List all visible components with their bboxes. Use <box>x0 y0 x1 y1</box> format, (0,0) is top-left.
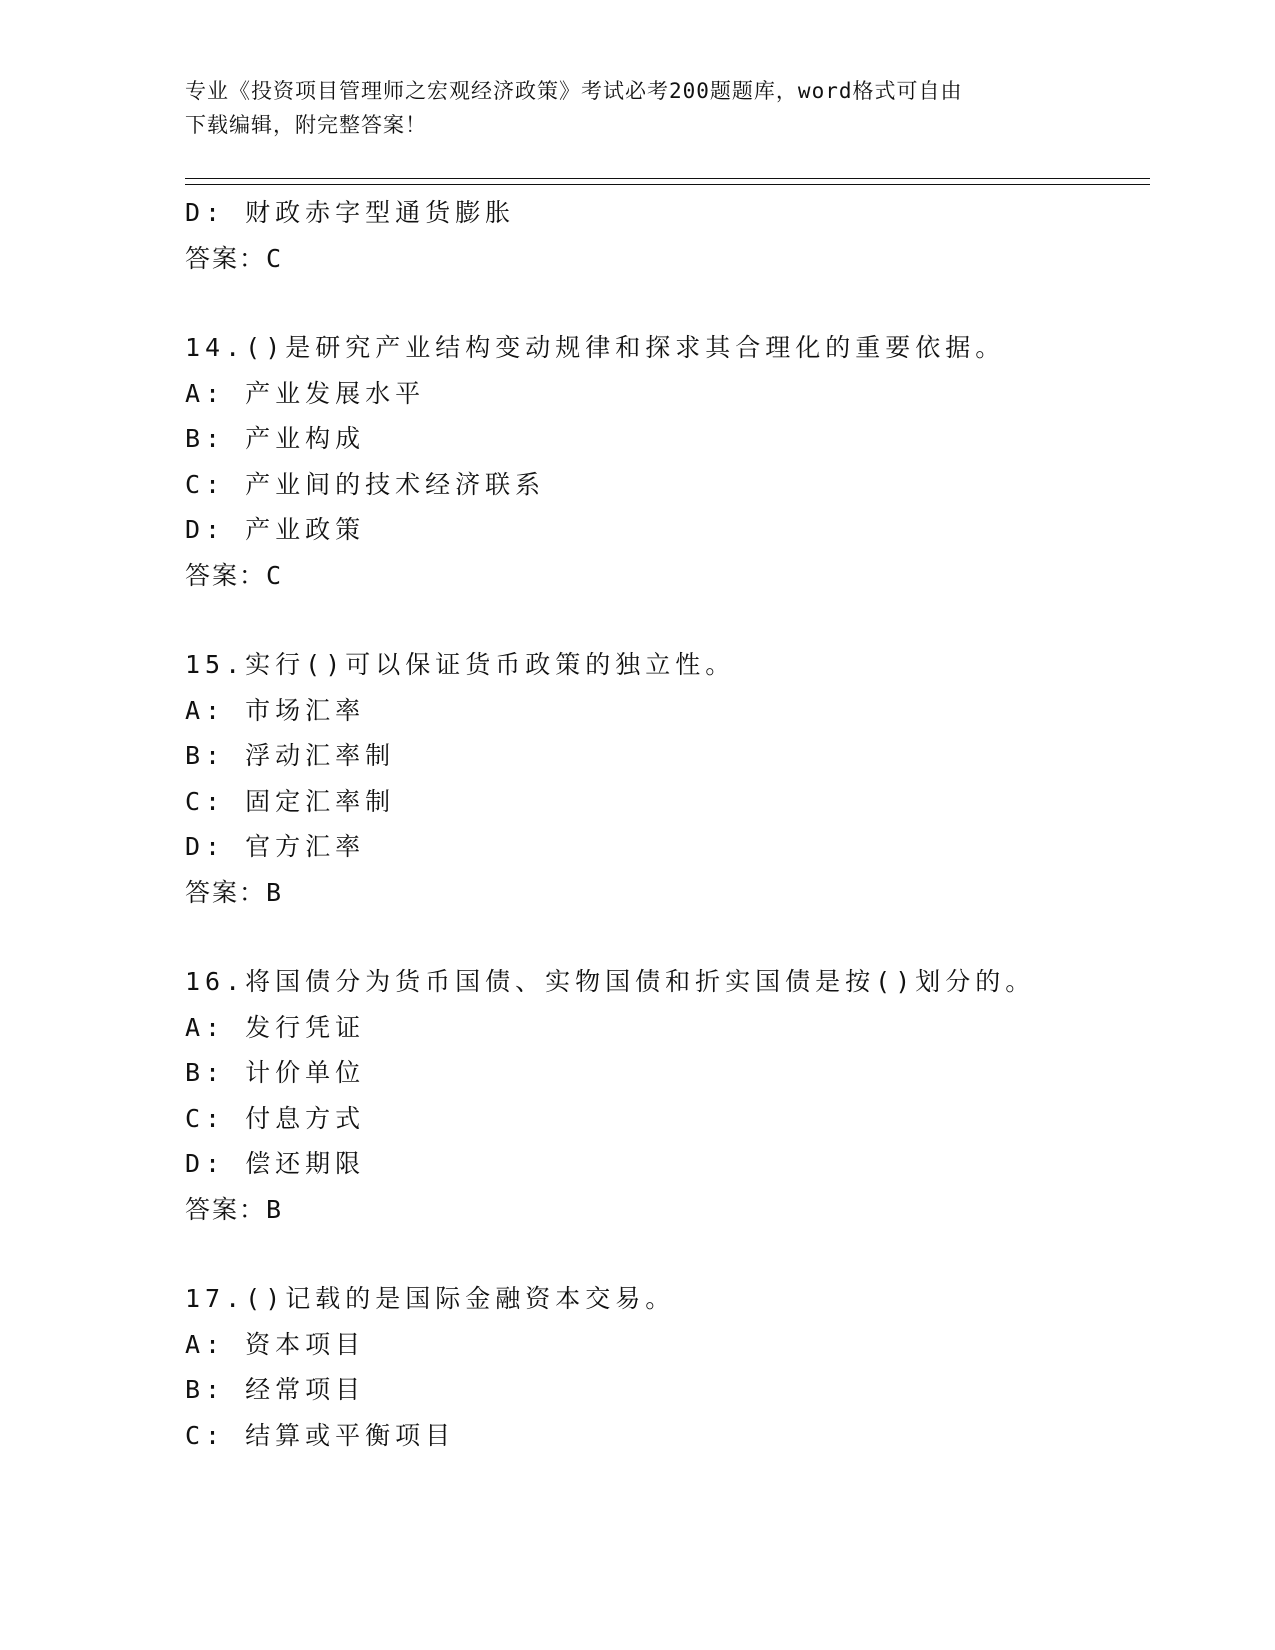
option-a: A: 市场汇率 <box>185 695 366 725</box>
option-a: A: 产业发展水平 <box>185 378 426 408</box>
question-stem: 15.实行()可以保证货币政策的独立性。 <box>185 650 736 679</box>
option-b: B: 计价单位 <box>185 1058 366 1087</box>
question-stem: 14.()是研究产业结构变动规律和探求其合理化的重要依据。 <box>185 333 1006 362</box>
option-b: B: 经常项目 <box>185 1375 366 1404</box>
question-14 <box>185 325 1150 598</box>
header-line-1: 专业《投资项目管理师之宏观经济政策》考试必考200题题库，word格式可自由 <box>185 79 963 103</box>
answer: 答案：B <box>185 1194 284 1224</box>
document-header <box>185 74 1065 142</box>
question-list <box>185 190 1150 1458</box>
question-stem: 17.()记载的是国际金融资本交易。 <box>185 1284 676 1313</box>
option-d: D: 官方汇率 <box>185 832 366 861</box>
option-c: C: 结算或平衡项目 <box>185 1420 456 1450</box>
option-b: B: 浮动汇率制 <box>185 741 396 770</box>
question-15 <box>185 642 1150 915</box>
option-c: C: 固定汇率制 <box>185 786 396 816</box>
option-d: D: 偿还期限 <box>185 1149 366 1178</box>
header-rule-top <box>185 178 1150 179</box>
question-17 <box>185 1276 1150 1458</box>
option-a: A: 发行凭证 <box>185 1012 366 1042</box>
header-rule-bottom <box>185 184 1150 185</box>
option-d: D: 财政赤字型通货膨胀 <box>185 198 516 227</box>
header-line-2: 下载编辑，附完整答案！ <box>185 113 427 137</box>
answer: 答案：C <box>185 560 284 590</box>
question-16 <box>185 959 1150 1232</box>
option-d: D: 产业政策 <box>185 515 366 544</box>
question-stem: 16.将国债分为货币国债、实物国债和折实国债是按()划分的。 <box>185 967 1036 996</box>
answer: 答案：B <box>185 877 284 907</box>
option-b: B: 产业构成 <box>185 424 366 453</box>
option-c: C: 产业间的技术经济联系 <box>185 469 546 499</box>
answer: 答案：C <box>185 243 284 273</box>
option-c: C: 付息方式 <box>185 1103 366 1133</box>
option-a: A: 资本项目 <box>185 1329 366 1359</box>
question-fragment <box>185 190 1150 281</box>
